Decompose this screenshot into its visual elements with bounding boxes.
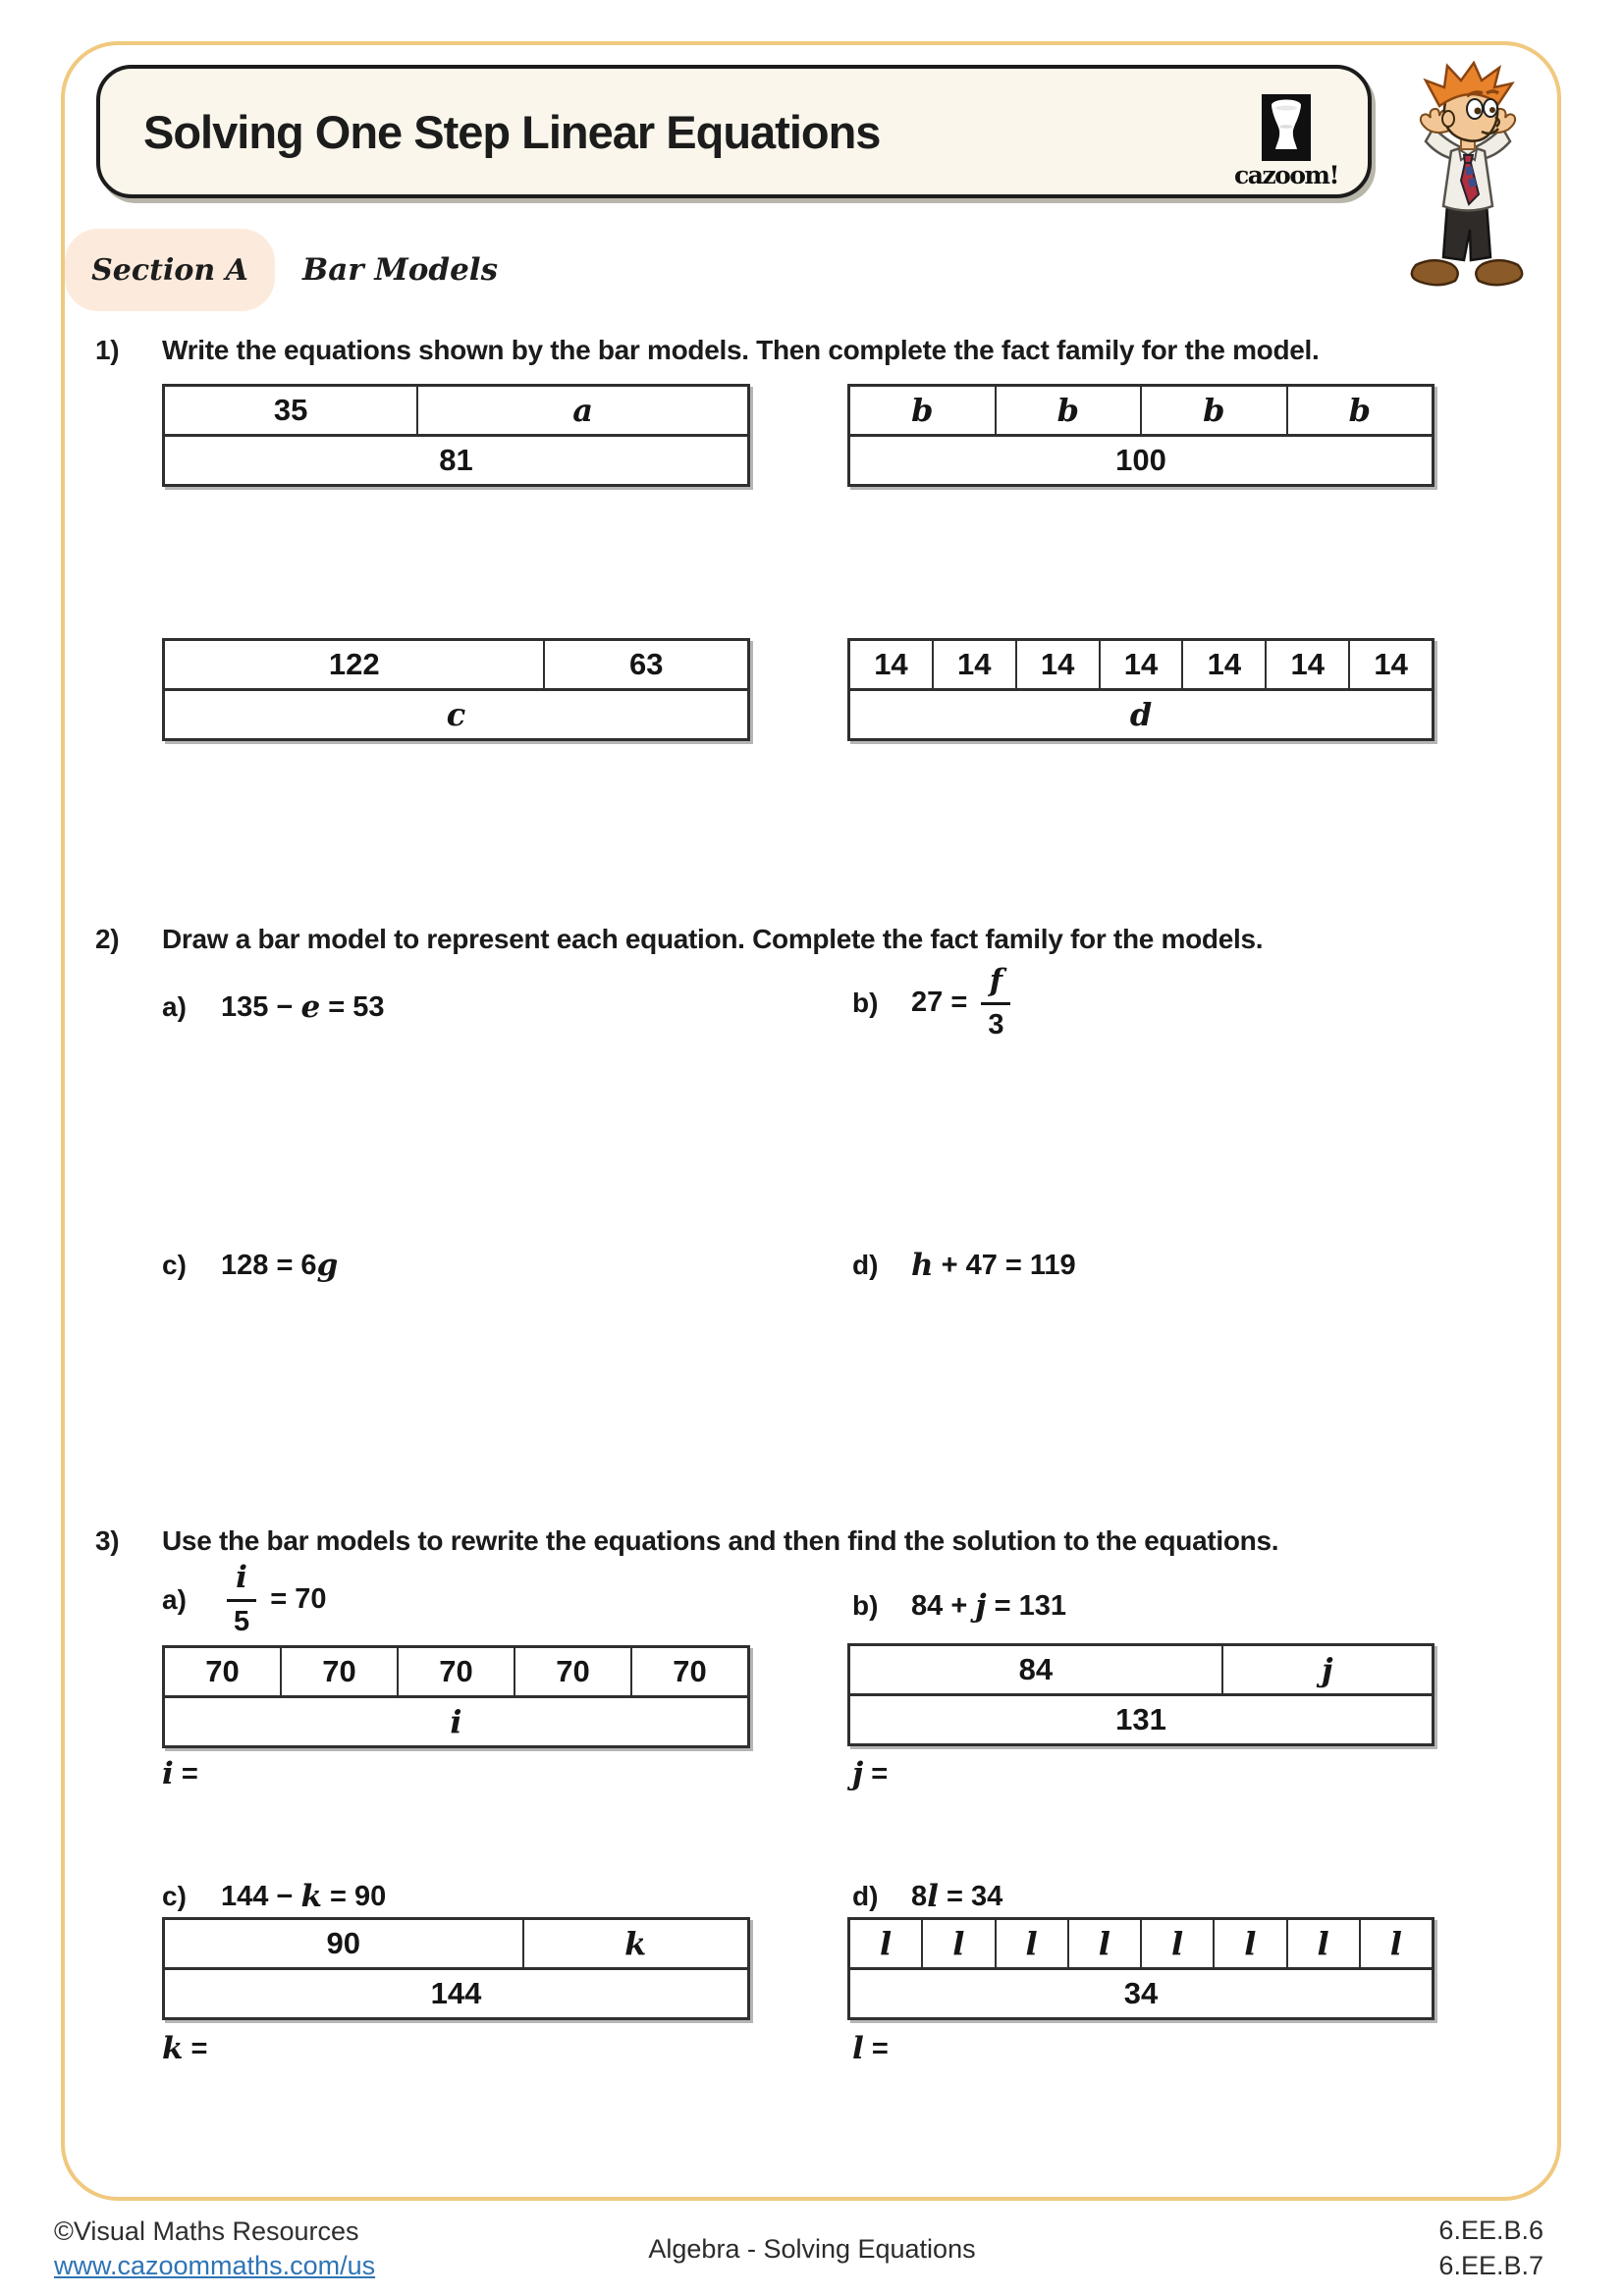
answer-3c	[162, 2031, 207, 2066]
bar-cell: l	[1286, 1920, 1359, 1967]
bar-cell: 14	[874, 647, 908, 681]
bar-cell: 14	[1099, 641, 1182, 688]
bar-model-q1-d	[847, 638, 1435, 741]
equation-3c	[162, 1879, 386, 1914]
part-label: c)	[162, 1881, 187, 1911]
equation-variable: k	[300, 1879, 322, 1914]
footer-category: Algebra - Solving Equations	[648, 2234, 976, 2264]
equation-text: 84 +	[911, 1589, 976, 1622]
equation-text: 144 −	[221, 1880, 301, 1912]
equation-text: =	[183, 2032, 208, 2064]
bar-cell: 122	[328, 647, 380, 681]
bar-cell: c	[446, 696, 466, 733]
equation-variable: g	[316, 1248, 339, 1283]
worksheet-title: Solving One Step Linear Equations	[143, 105, 881, 158]
section-badge-label: Section A	[91, 252, 248, 288]
equation-text: =	[863, 1757, 889, 1789]
bar-model-bottom-row	[850, 434, 1432, 484]
equation	[911, 1588, 1066, 1624]
section-title: Bar Models	[302, 252, 499, 288]
equation-variable: j	[975, 1588, 987, 1624]
bar-cell: b	[911, 392, 934, 429]
bar-cell: 90	[326, 1926, 360, 1960]
fraction	[981, 963, 1010, 1041]
bar-model-top-row	[165, 1648, 747, 1695]
bar-model-top-row	[850, 1646, 1432, 1693]
bar-cell: b	[1286, 387, 1433, 434]
bar-cell: 35	[273, 393, 308, 427]
equation-text: = 131	[986, 1589, 1066, 1622]
equation-variable: h	[911, 1248, 934, 1283]
cazoom-logo-text: cazoom!	[1234, 161, 1338, 189]
equation-3b	[852, 1588, 1066, 1624]
question-2-number: 2)	[95, 924, 120, 954]
cazoom-logo	[1228, 94, 1344, 189]
equation-text: = 90	[321, 1880, 387, 1912]
answer-3b	[852, 1756, 888, 1791]
bar-cell: i	[450, 1703, 462, 1740]
bar-model-bottom-row	[165, 688, 747, 738]
bar-model-bottom-row	[850, 688, 1432, 738]
bar-model-top-row	[850, 387, 1432, 434]
bar-cell: l	[1359, 1920, 1432, 1967]
equation-variable: j	[852, 1756, 864, 1791]
answer-3a	[162, 1756, 198, 1791]
bar-cell: 14	[932, 641, 1015, 688]
answer-3d	[852, 2031, 889, 2066]
bar-cell: 70	[205, 1654, 240, 1688]
bar-cell: a	[416, 387, 747, 434]
answer-blank	[852, 2031, 889, 2066]
equation-variable: l	[927, 1879, 939, 1914]
bar-model-q3-b	[847, 1643, 1435, 1746]
bar-cell: k	[522, 1920, 748, 1967]
equation-3a	[162, 1560, 327, 1637]
equation-variable: e	[300, 989, 321, 1025]
part-label: c)	[162, 1250, 187, 1280]
bar-model-top-row	[165, 641, 747, 688]
bar-model-top-row	[165, 387, 747, 434]
bar-model-bottom-row	[165, 1695, 747, 1745]
equation-text: 135 −	[221, 990, 301, 1023]
question-3-text: Use the bar models to rewrite the equations and then find the solution to the equations.	[162, 1525, 1279, 1556]
equation-2b	[852, 963, 1016, 1041]
bar-cell: l	[880, 1925, 893, 1962]
bar-model-top-row	[850, 1920, 1432, 1967]
part-label: d)	[852, 1250, 879, 1280]
equation-text: = 70	[262, 1583, 327, 1615]
bar-cell: 14	[1181, 641, 1265, 688]
bar-model-q3-d	[847, 1917, 1435, 2020]
section-badge	[65, 229, 275, 311]
question-3	[95, 1525, 1278, 1557]
question-3-number: 3)	[95, 1525, 120, 1556]
question-1	[95, 335, 1320, 366]
part-label: b)	[852, 1590, 879, 1621]
equation	[221, 1560, 327, 1637]
part-label: b)	[852, 987, 879, 1018]
equation	[911, 963, 1016, 1041]
mascot-character-illustration	[1388, 61, 1547, 289]
equation-text: 27 =	[911, 987, 976, 1018]
equation-variable: k	[162, 2031, 184, 2066]
equation-text: = 53	[320, 990, 385, 1023]
bar-cell: 70	[397, 1648, 514, 1695]
question-2	[95, 924, 1263, 955]
bar-cell: l	[921, 1920, 994, 1967]
bar-cell: 14	[1265, 641, 1348, 688]
part-label: a)	[162, 1583, 187, 1615]
part-label: d)	[852, 1881, 879, 1911]
bar-cell: l	[1213, 1920, 1285, 1967]
bar-cell: 81	[439, 443, 473, 477]
equation-text: 128 = 6	[221, 1249, 317, 1281]
question-2-text: Draw a bar model to represent each equation. Complete the fact family for the models.	[162, 924, 1264, 954]
equation	[221, 1248, 338, 1283]
equation-text: =	[173, 1757, 198, 1789]
bar-cell: 144	[430, 1976, 482, 2010]
equation-variable: i	[162, 1756, 174, 1791]
bar-model-bottom-row	[850, 1967, 1432, 2017]
equation	[221, 989, 384, 1025]
equation-2a	[162, 989, 384, 1025]
equation	[911, 1879, 1002, 1914]
fraction-denominator: 3	[981, 1002, 1010, 1040]
fraction-numerator: f	[989, 963, 1003, 998]
footer-standards	[1438, 2213, 1543, 2283]
question-1-text: Write the equations shown by the bar models. Then complete the fact family for the model.	[162, 335, 1320, 365]
answer-blank	[162, 1756, 198, 1791]
part-label: a)	[162, 991, 187, 1022]
footer-link[interactable]: www.cazoommaths.com/us	[54, 2251, 376, 2280]
bar-cell: b	[1140, 387, 1286, 434]
bar-model-top-row	[165, 1920, 747, 1967]
equation	[911, 1248, 1076, 1283]
bar-cell: d	[1129, 696, 1153, 733]
bar-cell: 34	[1123, 1976, 1159, 2010]
bar-cell: 100	[1115, 443, 1166, 477]
bar-cell: 14	[1015, 641, 1099, 688]
standard-code-1: 6.EE.B.6	[1438, 2216, 1543, 2245]
bar-cell: 70	[280, 1648, 397, 1695]
footer-copyright: ©Visual Maths Resources	[54, 2216, 359, 2246]
bar-cell: 70	[630, 1648, 747, 1695]
bar-cell: l	[1067, 1920, 1140, 1967]
fraction-denominator: 5	[227, 1599, 256, 1636]
answer-blank	[162, 2031, 207, 2066]
bar-cell: 14	[1348, 641, 1432, 688]
bar-cell: l	[995, 1920, 1067, 1967]
djembe-drum-icon	[1262, 94, 1311, 161]
bar-model-q1-b	[847, 384, 1435, 487]
bar-cell: 84	[1018, 1652, 1054, 1686]
bar-cell: 63	[543, 641, 747, 688]
bar-cell: b	[995, 387, 1141, 434]
question-1-number: 1)	[95, 335, 120, 365]
standard-code-2: 6.EE.B.7	[1438, 2251, 1543, 2280]
bar-model-bottom-row	[850, 1693, 1432, 1743]
equation-text: = 34	[938, 1880, 1003, 1912]
equation-2d	[852, 1248, 1076, 1283]
equation	[221, 1879, 386, 1914]
equation-3d	[852, 1879, 1002, 1914]
bar-model-top-row	[850, 641, 1432, 688]
worksheet-title-box	[96, 65, 1372, 198]
bar-cell: 70	[514, 1648, 630, 1695]
bar-model-bottom-row	[165, 434, 747, 484]
bar-model-q3-a	[162, 1645, 750, 1748]
fraction-numerator: i	[236, 1560, 247, 1595]
fraction	[227, 1560, 256, 1637]
equation-variable: l	[852, 2031, 864, 2066]
bar-model-q1-a	[162, 384, 750, 487]
bar-cell: 131	[1115, 1702, 1166, 1736]
bar-model-q3-c	[162, 1917, 750, 2020]
equation-text: 8	[911, 1880, 928, 1912]
equation-2c	[162, 1248, 338, 1283]
bar-model-bottom-row	[165, 1967, 747, 2017]
bar-model-q1-c	[162, 638, 750, 741]
bar-cell: l	[1140, 1920, 1213, 1967]
equation-text: + 47 = 119	[933, 1249, 1076, 1281]
equation-text: =	[863, 2032, 889, 2064]
bar-cell: j	[1221, 1646, 1432, 1693]
answer-blank	[852, 1756, 888, 1791]
